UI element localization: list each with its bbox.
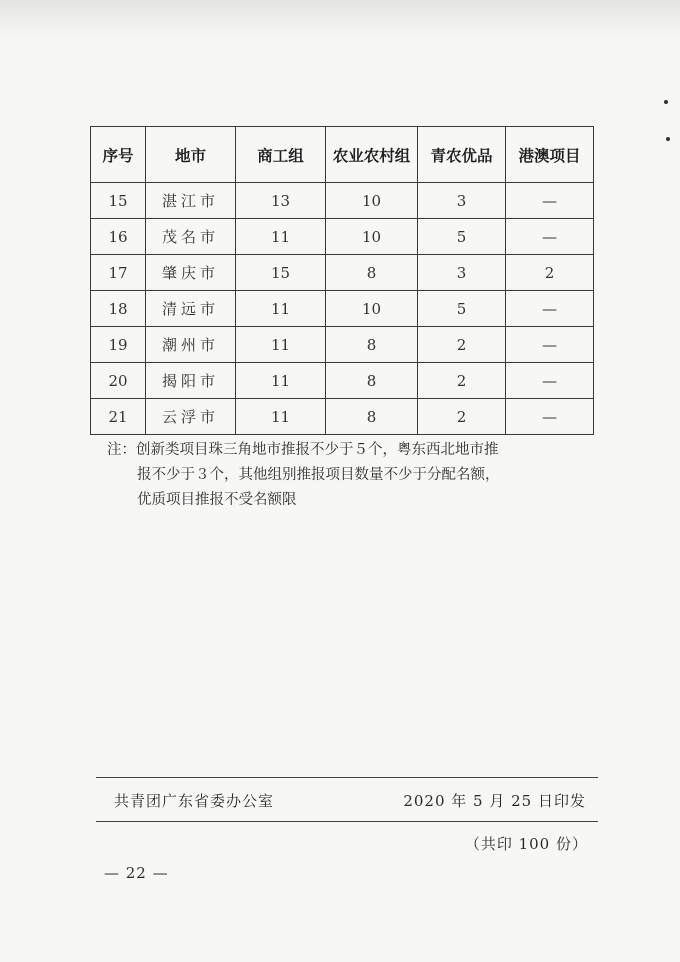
header-youth-agri-products: 青农优品 (418, 127, 506, 183)
cell-city: 茂名市 (146, 219, 236, 255)
issuer-office: 共青团广东省委办公室 (114, 792, 275, 810)
cell-hk-macao-projects: — (506, 291, 594, 327)
table-row (91, 363, 594, 399)
cell-commerce-industry: 15 (236, 255, 326, 291)
cell-youth-agri-products: 2 (418, 327, 506, 363)
header-agriculture-rural: 农业农村组 (326, 127, 418, 183)
cell-hk-macao-projects: — (506, 327, 594, 363)
cell-commerce-industry: 11 (236, 219, 326, 255)
cell-hk-macao-projects: — (506, 183, 594, 219)
cell-hk-macao-projects: — (506, 363, 594, 399)
scan-speck (666, 137, 670, 141)
cell-serial: 19 (91, 327, 146, 363)
cell-commerce-industry: 11 (236, 327, 326, 363)
cell-city: 湛江市 (146, 183, 236, 219)
page-number: — 22 — (104, 864, 169, 882)
table-row (91, 399, 594, 435)
cell-city: 肇庆市 (146, 255, 236, 291)
cell-agriculture-rural: 10 (326, 219, 418, 255)
print-copies: （共印 100 份） (464, 835, 588, 853)
note-line: 优质项目推报不受名额限 (137, 492, 297, 508)
note-line: 注：创新类项目珠三角地市推报不少于５个，粤东西北地市推 (107, 442, 499, 458)
cell-serial: 18 (91, 291, 146, 327)
cell-youth-agri-products: 2 (418, 363, 506, 399)
cell-serial: 17 (91, 255, 146, 291)
cell-serial: 21 (91, 399, 146, 435)
cell-agriculture-rural: 10 (326, 183, 418, 219)
quota-table (90, 126, 594, 435)
header-city: 地市 (146, 127, 236, 183)
scan-speck (664, 100, 668, 104)
cell-commerce-industry: 11 (236, 399, 326, 435)
cell-hk-macao-projects: 2 (506, 255, 594, 291)
cell-commerce-industry: 11 (236, 363, 326, 399)
table-row (91, 183, 594, 219)
table-row (91, 291, 594, 327)
cell-serial: 16 (91, 219, 146, 255)
cell-city: 潮州市 (146, 327, 236, 363)
footer-bottom-rule (96, 821, 598, 822)
cell-city: 清远市 (146, 291, 236, 327)
cell-youth-agri-products: 3 (418, 183, 506, 219)
cell-serial: 20 (91, 363, 146, 399)
cell-youth-agri-products: 2 (418, 399, 506, 435)
cell-hk-macao-projects: — (506, 399, 594, 435)
note-line: 报不少于３个，其他组别推报项目数量不少于分配名额， (137, 467, 500, 483)
cell-commerce-industry: 11 (236, 291, 326, 327)
header-commerce-industry: 商工组 (236, 127, 326, 183)
table-note (107, 438, 593, 513)
header-hk-macao-projects: 港澳项目 (506, 127, 594, 183)
cell-serial: 15 (91, 183, 146, 219)
cell-youth-agri-products: 5 (418, 219, 506, 255)
cell-city: 云浮市 (146, 399, 236, 435)
scan-shadow (0, 0, 680, 42)
cell-agriculture-rural: 8 (326, 363, 418, 399)
issue-date: 2020 年 5 月 25 日印发 (403, 792, 586, 810)
table-row (91, 255, 594, 291)
cell-agriculture-rural: 8 (326, 399, 418, 435)
cell-youth-agri-products: 3 (418, 255, 506, 291)
cell-youth-agri-products: 5 (418, 291, 506, 327)
table-row (91, 327, 594, 363)
table-header-row (91, 127, 594, 183)
cell-city: 揭阳市 (146, 363, 236, 399)
table-row (91, 219, 594, 255)
header-serial: 序号 (91, 127, 146, 183)
cell-agriculture-rural: 8 (326, 327, 418, 363)
cell-commerce-industry: 13 (236, 183, 326, 219)
footer-top-rule (96, 777, 598, 778)
cell-hk-macao-projects: — (506, 219, 594, 255)
cell-agriculture-rural: 8 (326, 255, 418, 291)
cell-agriculture-rural: 10 (326, 291, 418, 327)
